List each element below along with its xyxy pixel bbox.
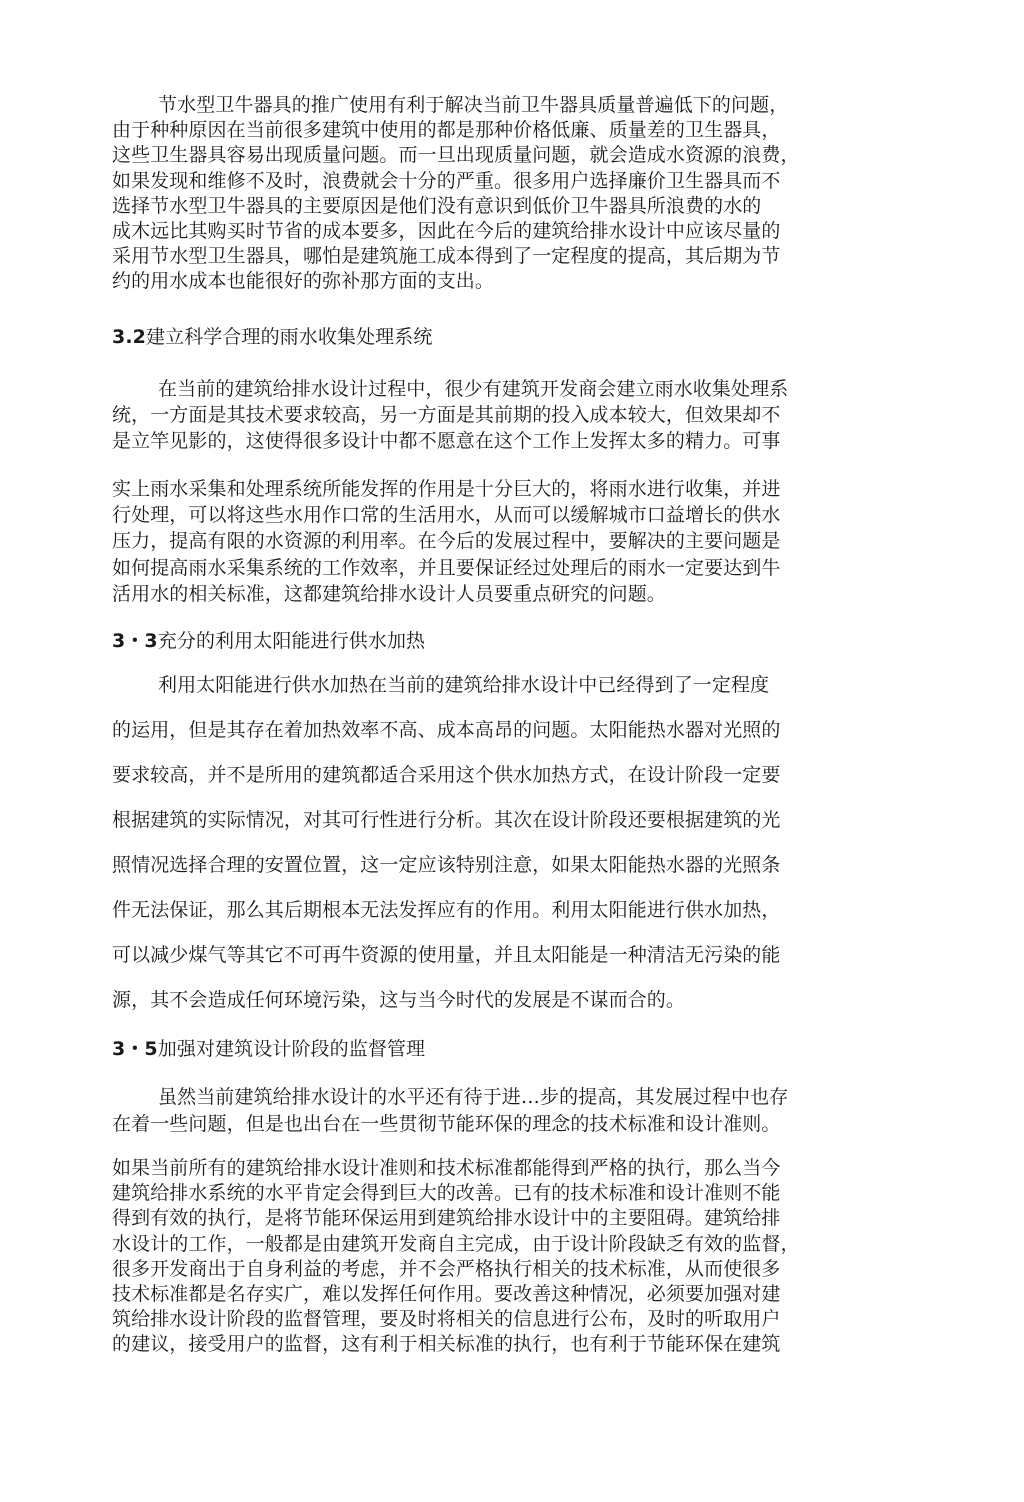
paragraph-water-saving-fixtures [112,93,860,295]
text-line: 在着一些问题，但是也出台在一些贯彻节能环保的理念的技术标准和设计准则。 [112,1112,781,1135]
text-line: 统，一方面是其技术要求较高，另一方面是其前期的投入成本较大，但效果却不 [112,404,781,426]
text-line: 很多开发商出于自身利益的考虑，并不会严格执行相关的技术标准，从而使很多 [112,1257,781,1280]
text-line: 建筑给排水系统的水平肯定会得到巨大的改善。已有的技术标准和设计准则不能 [112,1182,781,1205]
section-title: 加强对建筑设计阶段的监督管理 [157,1038,426,1060]
paragraph-supervision-continued [112,1156,860,1358]
text-line: 要求较高，并不是所用的建筑都适合采用这个供水加热方式，在设计阶段一定要 [112,764,781,786]
text-line: 根据建筑的实际情况，对其可行性进行分析。其次在设计阶段还要根据建筑的光 [112,809,781,831]
text-line: 成木远比其购买时节省的成本要多，因此在今后的建筑给排水设计中应该尽量的 [112,219,781,242]
text-line: 如何提高雨水采集系统的工作效率，并且要保证经过处理后的雨水一定要达到牛 [112,556,781,579]
text-line: 技术标准都是名存实广，难以发挥任何作用。要改善这种情况，必须要加强对建 [112,1282,781,1305]
section-heading-3-3 [112,628,860,654]
text-line: 件无法保证，那么其后期根本无法发挥应有的作用。利用太阳能进行供水加热， [112,899,781,921]
text-line: 利用太阳能进行供水加热在当前的建筑给排水设计中已经得到了一定程度 [158,674,770,696]
section-number: 3・5 [112,1038,158,1060]
text-line: 是立竿见影的，这使得很多设计中都不愿意在这个工作上发挥太多的精力。可事 [112,430,781,452]
text-line: 可以减少煤气等其它不可再牛资源的使用量，并且太阳能是一种清洁无污染的能 [112,944,781,966]
heading-line [112,1036,860,1062]
text-line: 如果当前所有的建筑给排水设计准则和技术标准都能得到严格的执行，那么当今 [112,1157,781,1179]
text-line: 这些卫生器具容易出现质量问题。而一旦出现质量问题，就会造成水资源的浪费， [112,144,800,167]
section-number: 3.2 [112,326,146,348]
text-line: 由于种种原因在当前很多建筑中使用的都是那种价格低廉、质量差的卫生器具， [112,119,781,142]
text-line: 筑给排水设计阶段的监督管理，要及时将相关的信息进行公布，及时的听取用户 [112,1308,781,1331]
text-line: 活用水的相关标准，这都建筑给排水设计人员要重点研究的问题。 [112,582,666,605]
paragraph-solar-heating [112,672,860,1032]
text-line: 得到有效的执行，是将节能环保运用到建筑给排水设计中的主要阻碍。建筑给排 [112,1207,781,1230]
text-line: 水设计的工作，一般都是由建筑开发商自主完成，由于设计阶段缺乏有效的监督， [112,1232,800,1255]
text-line: 行处理，可以将这些水用作口常的生活用水，从而可以缓解城市口益增长的供水 [112,504,781,527]
text-line: 的建议，接受用户的监督，这有利于相关标准的执行，也有利于节能环保在建筑 [112,1333,781,1356]
text-line: 如果发现和维修不及时，浪费就会十分的严重。很多用户选择廉价卫生器具而不 [112,169,781,192]
text-line: 照情况选择合理的安置位置，这一定应该特别注意，如果太阳能热水器的光照条 [112,854,781,876]
text-line: 在当前的建筑给排水设计过程中，很少有建筑开发商会建立雨水收集处理系 [158,378,789,400]
text-line: 节水型卫牛器具的推广使用有利于解决当前卫牛器具质量普遍低下的问题， [158,94,789,116]
text-line: 约的用水成本也能很好的弥补那方面的支出。 [112,270,495,293]
text-line: 采用节水型卫生器具，哪怕是建筑施工成本得到了一定程度的提高，其后期为节 [112,245,781,268]
section-heading-3-5 [112,1036,860,1062]
paragraph-rainwater-continued [112,476,860,607]
paragraph-supervision-intro [112,1084,860,1137]
text-line: 源，其不会造成任何环境污染，这与当今时代的发展是不谋而合的。 [112,989,686,1011]
text-line: 实上雨水采集和处理系统所能发挥的作用是十分巨大的，将雨水进行收集，并进 [112,478,781,500]
paragraph-rainwater-intro [112,376,860,454]
text-line: 的运用，但是其存在着加热效率不高、成本高昂的问题。太阳能热水器对光照的 [112,719,781,741]
section-title: 充分的利用太阳能进行供水加热 [157,630,426,652]
section-title: 建立科学合理的雨水收集处理系统 [145,326,433,348]
text-line: 压力，提高有限的水资源的利用率。在今后的发展过程中，要解决的主要问题是 [112,530,781,553]
section-heading-3-2 [112,324,860,350]
heading-line [112,628,860,654]
section-number: 3・3 [112,630,158,652]
heading-line [112,324,860,350]
text-line: 选择节水型卫牛器具的主要原因是他们没有意识到低价卫牛器具所浪费的水的 [112,194,762,217]
text-line: 虽然当前建筑给排水设计的水平还有待于进…步的提高，其发展过程中也存 [158,1086,789,1108]
